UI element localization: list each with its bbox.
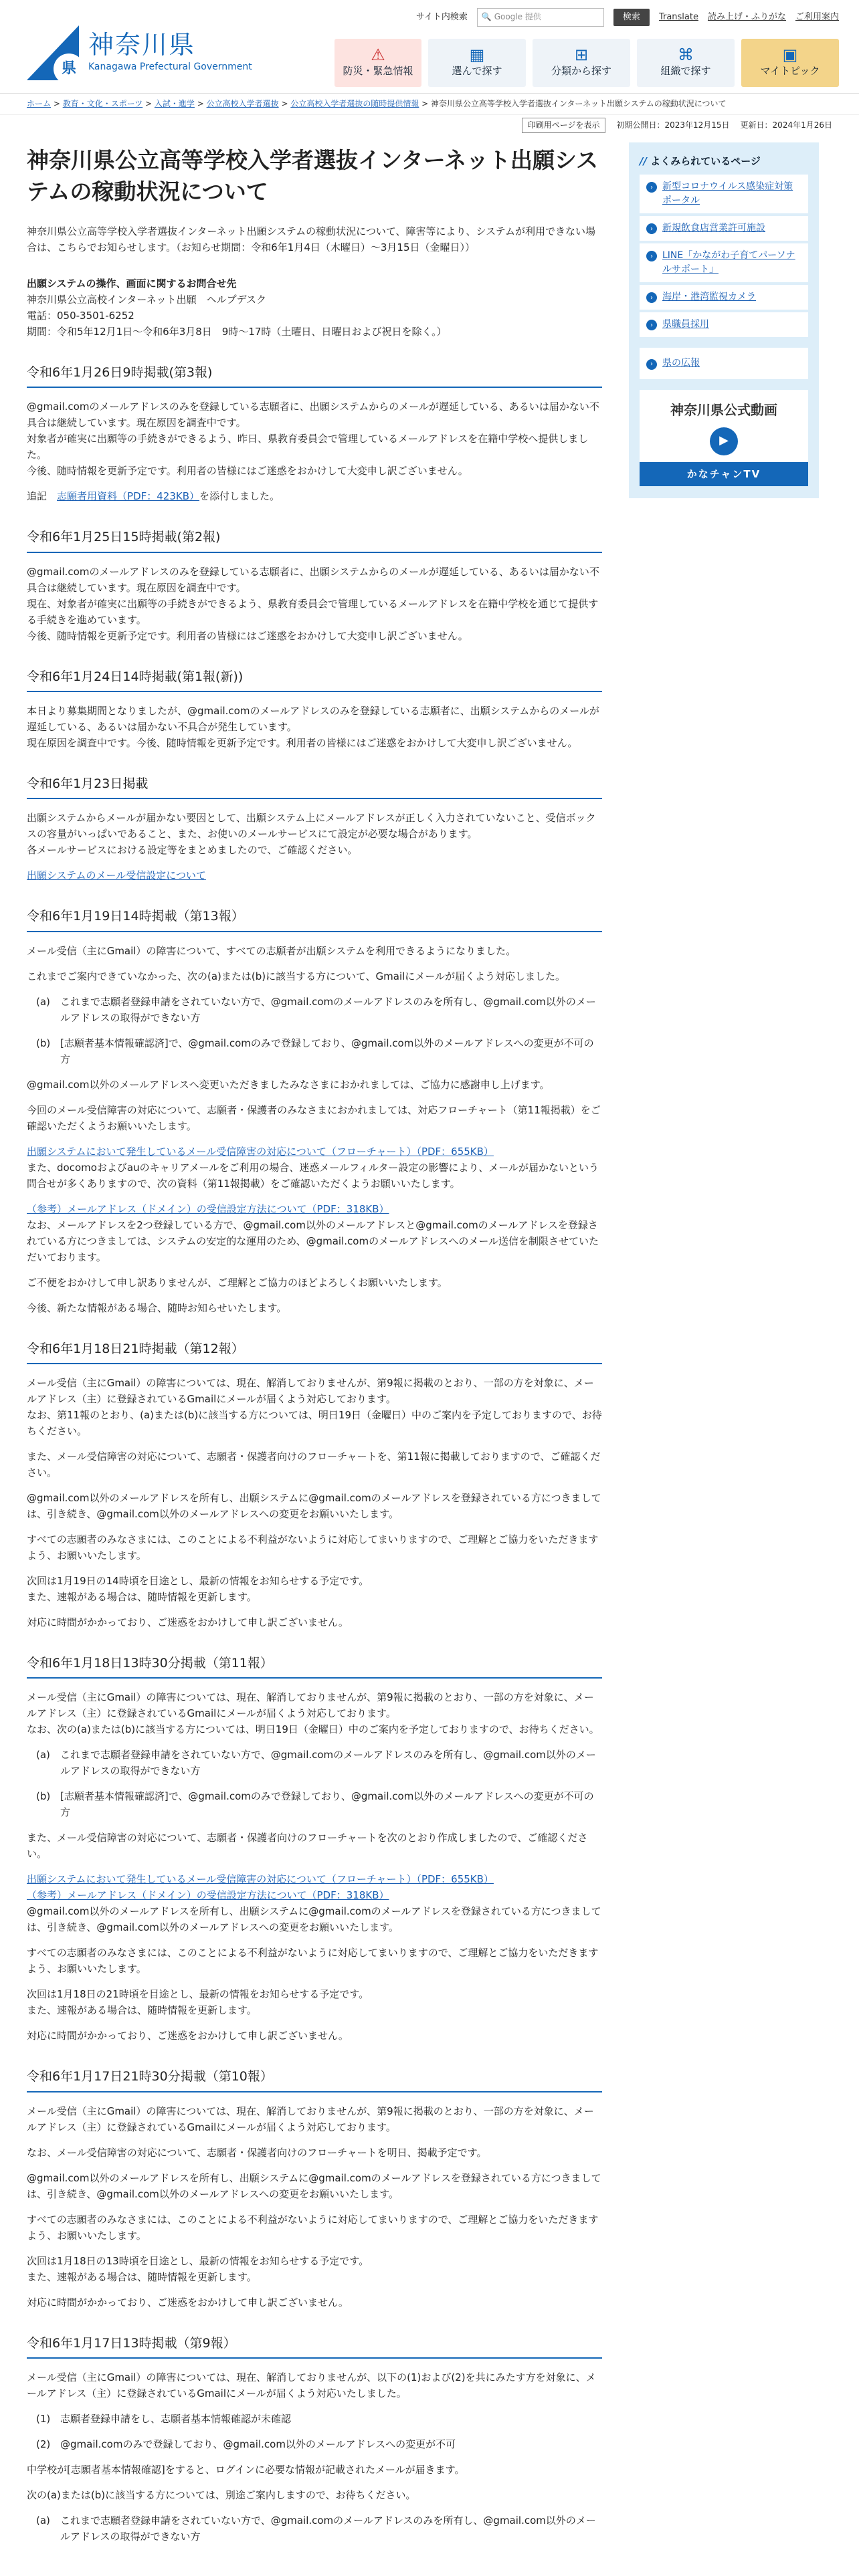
site-logo[interactable] [27, 25, 252, 80]
nav-label: 分類から探す [551, 65, 611, 77]
print-button[interactable]: 印刷用ページを表示 [522, 118, 606, 133]
section-paragraph: すべての志願者のみなさまには、このことによる不利益がないように対応してまいりますので、ご理解とご協力をいただきますよう、お願いいたします。 [27, 1947, 599, 1975]
section-paragraph: また、メール受信障害の対応について、志願者・保護者向けのフローチャートを次のとおり作成しましたので、ご確認ください。 [27, 1832, 588, 1860]
arrow-icon: › [646, 292, 657, 303]
pdf-link[interactable]: 志願者用資料（PDF：423KB） [57, 490, 200, 503]
breadcrumb-admission[interactable]: 入試・進学 [154, 99, 195, 108]
page-title: 神奈川県公立高等学校入学者選抜インターネット出願システムの稼動状況について [27, 147, 599, 205]
published-date: 初期公開日：2023年12月15日 [616, 120, 730, 130]
side-link-label: 県職員採用 [662, 319, 709, 330]
kouhou-label: 県の広報 [662, 358, 700, 369]
main-content [27, 136, 602, 2554]
usage-link[interactable]: ご利用案内 [795, 11, 839, 22]
global-nav [335, 39, 839, 87]
search-icon: 🔍 [481, 12, 494, 22]
nav-label: 選んで探す [452, 65, 502, 77]
top-utility-bar [416, 8, 839, 27]
arrow-icon: › [646, 223, 657, 234]
section-heading: 令和6年1月19日14時掲載（第13報） [27, 903, 602, 932]
section-paragraph: @gmail.comのメールアドレスのみを登録している志願者に、出願システムからのメールが遅延している、あるいは届かない不具合は継続しています。現在原因を調査中です。 対象者が確実に出願等の手続きができるよう、昨日、県教育委員会で管理しているメールアドレスを在籍中学校へ提供しました。 今後、随時情報を更新予定です。利用者の皆様にはご迷惑をおかけして大変申し訳ございません。 [27, 401, 599, 477]
item-text: これまで志願者登録申請をされていない方で、@gmail.comのメールアドレスのみを所有し、@gmail.com以外のメールアドレスの取得ができない方 [60, 1749, 596, 1778]
nav-label: マイトピック [760, 65, 820, 77]
link-row [27, 1887, 602, 1903]
section-paragraph: なお、メール受信障害の対応について、志願者・保護者向けのフローチャートを明日、掲載予定です。 [27, 2146, 487, 2159]
prefecture-seal-icon: 県 [54, 53, 84, 84]
search-placeholder: Google 提供 [494, 12, 541, 22]
section-paragraph: @gmail.com以外のメールアドレスを所有し、出願システムに@gmail.comのメールアドレスを登録されている方につきましては、引き続き、@gmail.com以外のメールアドレスへの変更をお願いいたします。 [27, 1492, 601, 1521]
kouhou-link[interactable] [640, 348, 808, 379]
contact-title: 出願システムの操作、画面に関するお問合せ先 [27, 277, 237, 290]
notice-sections [27, 360, 602, 2545]
section-paragraph: また、メール受信障害の対応について、志願者・保護者向けのフローチャートを、第11報に掲載しておりますので、ご確認ください。 [27, 1451, 601, 1479]
side-link-restaurant[interactable] [640, 216, 808, 241]
pdf-link[interactable]: 出願システムにおいて発生しているメール受信障害の対応について（フローチャート）（PDF：655KB） [27, 1873, 494, 1886]
section-paragraph: これまでご案内できていなかった、次の(a)または(b)に該当する方について、Gmailにメールが届くよう対応しました。 [27, 970, 565, 982]
breadcrumb-info[interactable]: 公立高校入学者選抜の随時提供情報 [290, 99, 419, 108]
updated-date: 更新日：2024年1月26日 [740, 120, 832, 130]
link-row [27, 1871, 602, 1887]
link-row [27, 1144, 602, 1160]
notice-section [27, 1336, 602, 1630]
section-paragraph: すべての志願者のみなさまには、このことによる不利益がないように対応してまいりますので、ご理解とご協力をいただきますよう、お願いいたします。 [27, 2213, 599, 2242]
item-key: (2) [36, 2438, 51, 2451]
section-paragraph: @gmail.comのメールアドレスのみを登録している志願者に、出願システムからのメールが遅延している、あるいは届かない不具合は継続しています。現在原因を調査中です。 現在、対象者が確実に出願等の手続きができるよう、県教育委員会で管理しているメールアドレスを在籍中学校を通じて提供する手続きを進めています。 今後、随時情報を更新予定です。利用者の皆様にはご迷惑をおかけして大変申し訳ございません。 [27, 565, 599, 642]
item-text: これまで志願者登録申請をされていない方で、@gmail.comのメールアドレスのみを所有し、@gmail.com以外のメールアドレスの取得ができない方 [60, 995, 596, 1024]
list-item [36, 2411, 602, 2427]
list-item [36, 2512, 602, 2545]
section-paragraph: すべての志願者のみなさまには、このことによる不利益がないように対応してまいりますので、ご理解とご協力をいただきますよう、お願いいたします。 [27, 1533, 599, 1562]
item-text: 志願者登録申請をし、志願者基本情報確認が未確認 [60, 2413, 292, 2426]
briefcase-icon: ▣ [782, 45, 798, 64]
arrow-icon: › [646, 182, 657, 193]
side-link-label: 新規飲食店営業許可施設 [662, 223, 765, 234]
site-search-label: サイト内検索 [415, 11, 468, 22]
sidebar [629, 142, 819, 2554]
list-item [36, 1035, 602, 1067]
nav-category[interactable] [533, 39, 630, 87]
section-paragraph: 今回のメール受信障害の対応について、志願者・保護者のみなさまにおかれましては、対応フローチャート（第11報掲載）をご確認いただくようお願いいたします。 [27, 1103, 601, 1132]
section-paragraph: メール受信（主にGmail）の障害について、すべての志願者が出願システムを利用できるようになりました。 [27, 944, 516, 957]
nav-organization[interactable] [637, 39, 735, 87]
section-paragraph: 中学校が[志願者基本情報確認]をすると、ログインに必要な情報が記載されたメールが届きます。 [27, 2464, 465, 2476]
notice-section [27, 771, 602, 883]
nav-label: 組織で探す [660, 65, 711, 77]
notice-section [27, 2064, 602, 2310]
item-text: @gmail.comのみで登録しており、@gmail.com以外のメールアドレスへの変更が不可 [60, 2438, 456, 2451]
addendum-prefix: 追記 [27, 490, 47, 503]
play-icon: ▶ [710, 427, 738, 455]
nav-choose[interactable] [428, 39, 526, 87]
breadcrumb: ホーム > 教育・文化・スポーツ > 入試・進学 > 公立高校入学者選抜 > 公立高校入学者選抜の随時提供情報 > 神奈川県公立高等学校入学者選抜インターネット出願システムの稼動状況について [0, 94, 859, 115]
section-paragraph: 本日より募集期間となりましたが、@gmail.comのメールアドレスのみを登録している志願者に、出願システムからのメールが遅延している、あるいは届かない不具合が発生しています。 現在原因を調査中です。今後、随時情報を更新予定です。利用者の皆様にはご迷惑をおかけして大変申し訳ございません。 [27, 704, 599, 749]
monitor-icon: ▦ [469, 45, 485, 64]
link-row [27, 1201, 602, 1217]
arrow-icon: › [646, 251, 657, 261]
item-text: これまで志願者登録申請をされていない方で、@gmail.comのメールアドレスのみを所有し、@gmail.com以外のメールアドレスの取得ができない方 [60, 2514, 596, 2543]
notice-section [27, 2331, 602, 2545]
list-item [36, 1788, 602, 1820]
item-text: [志願者基本情報確認済]で、@gmail.comのみで登録しており、@gmail.com以外のメールアドレスへの変更が不可の方 [60, 1790, 594, 1819]
video-banner[interactable] [640, 390, 808, 486]
section-heading: 令和6年1月18日13時30分掲載（第11報） [27, 1650, 602, 1679]
item-key: (b) [36, 1790, 51, 1803]
contact-block [27, 276, 602, 340]
section-paragraph: 次回は1月18日の13時頃を目途とし、最新の情報をお知らせする予定です。 また、速報がある場合は、随時情報を更新します。 [27, 2254, 369, 2283]
item-key: (a) [36, 2514, 50, 2527]
item-key: (a) [36, 1749, 50, 1761]
pdf-link[interactable]: 出願システムにおいて発生しているメール受信障害の対応について（フローチャート）（PDF：655KB） [27, 1145, 494, 1158]
video-title: 神奈川県公式動画 [670, 401, 777, 418]
org-chart-icon: ⌘ [678, 45, 694, 64]
item-key: (b) [36, 1037, 51, 1049]
furigana-link[interactable]: 読み上げ・ふりがな [707, 11, 786, 22]
pdf-link[interactable]: （参考）メールアドレス（ドメイン）の受信設定方法について（PDF：318KB） [27, 1202, 389, 1215]
section-paragraph: @gmail.com以外のメールアドレスを所有し、出願システムに@gmail.comのメールアドレスを登録されている方につきましては、引き続き、@gmail.com以外のメールアドレスへの変更をお願いいたします。 [27, 1905, 601, 1934]
site-header [0, 0, 859, 94]
section-paragraph: メール受信（主にGmail）の障害については、現在、解消しておりませんが、以下の(1)および(2)を共にみたす方を対象に、メールアドレス（主）に登録されているGmailにメールが届くよう対応いたしました。 [27, 2371, 596, 2400]
section-paragraph: ご不便をおかけして申し訳ありませんが、ご理解とご協力のほどよろしくお願いいたします。 [27, 1276, 448, 1289]
section-paragraph: メール受信（主にGmail）の障害については、現在、解消しておりませんが、第9報に掲載のとおり、一部の方を対象に、メールアドレス（主）に登録されているGmailにメールが届くよう対応しております。 なお、次の(a)または(b)に該当する方については、明日19日（金曜日）中のご案内を予定しておりますので、お待ちください。 [27, 1691, 599, 1736]
item-text: [志願者基本情報確認済]で、@gmail.comのみで登録しており、@gmail.com以外のメールアドレスへの変更が不可の方 [60, 1037, 594, 1065]
section-heading: 令和6年1月25日15時掲載(第2報) [27, 524, 602, 552]
section-paragraph: 対応に時間がかかっており、ご迷惑をおかけして申し訳ございません。 [27, 2296, 349, 2309]
faq-box [629, 142, 819, 498]
nav-label: 防災・緊急情報 [343, 65, 413, 77]
link-row [27, 867, 602, 883]
section-heading: 令和6年1月26日9時掲載(第3報) [27, 360, 602, 388]
notice-section [27, 903, 602, 1315]
contact-period: 期間：令和5年12月1日～令和6年3月8日 9時～17時（土曜日、日曜日および祝日を除く。） [27, 325, 447, 338]
section-heading: 令和6年1月17日21時30分掲載（第10報） [27, 2064, 602, 2092]
addendum-line [27, 488, 602, 504]
section-paragraph: @gmail.com以外のメールアドレスを所有し、出願システムに@gmail.comのメールアドレスを登録されている方につきましては、引き続き、@gmail.com以外のメールアドレスへの変更をお願いいたします。 [27, 2171, 601, 2200]
notice-section [27, 524, 602, 643]
section-heading: 令和6年1月24日14時掲載(第1報(新)) [27, 664, 602, 692]
video-brand: かなチャンTV [640, 462, 808, 486]
pdf-link[interactable]: （参考）メールアドレス（ドメイン）の受信設定方法について（PDF：318KB） [27, 1889, 389, 1902]
nav-mytopic[interactable] [741, 39, 839, 87]
section-paragraph: 対応に時間がかかっており、ご迷惑をおかけして申し訳ございません。 [27, 2030, 349, 2042]
contact-phone: 電話：050-3501-6252 [27, 309, 134, 322]
org-name: 神奈川県 [88, 29, 196, 60]
side-link-recruit[interactable] [640, 312, 808, 337]
section-paragraph: また、docomoおよびauのキャリアメールをご利用の場合、迷惑メールフィルター設定の影響により、メールが届かないという問合せが多くありますので、次の資料（第11報掲載）をご確認いただくようお願いいたします。 [27, 1161, 599, 1190]
section-paragraph: @gmail.com以外のメールアドレスへ変更いただきましたみなさまにおかれましては、ご協力に感謝申し上げます。 [27, 1078, 550, 1091]
arrow-icon: › [646, 359, 657, 370]
side-link-camera[interactable] [640, 285, 808, 310]
section-heading: 令和6年1月23日掲載 [27, 771, 602, 799]
section-heading: 令和6年1月17日13時掲載（第9報） [27, 2331, 602, 2359]
side-link-label: 海岸・港湾監視カメラ [662, 292, 756, 303]
side-link-corona[interactable] [640, 175, 808, 213]
arrow-icon: › [646, 320, 657, 330]
section-paragraph: 次の(a)または(b)に該当する方については、別途ご案内しますので、お待ちください。 [27, 2489, 416, 2502]
section-paragraph: 対応に時間がかかっており、ご迷惑をおかけして申し訳ございません。 [27, 1616, 349, 1629]
category-icon: ⊞ [574, 45, 589, 64]
faq-title: よくみられているページ [650, 155, 761, 168]
nav-emergency[interactable] [335, 39, 421, 87]
section-paragraph: 次回は1月19日の14時頃を目途とし、最新の情報をお知らせする予定です。 また、速報がある場合は、随時情報を更新します。 [27, 1575, 369, 1604]
contact-line: 神奈川県公立高校インターネット出願 ヘルプデスク [27, 293, 267, 306]
section-paragraph: メール受信（主にGmail）の障害については、現在、解消しておりませんが、第9報に掲載のとおり、一部の方を対象に、メールアドレス（主）に登録されているGmailにメールが届くよう対応しております。 [27, 2105, 594, 2133]
side-link-line[interactable] [640, 243, 808, 282]
item-key: (a) [36, 995, 50, 1008]
notice-section [27, 664, 602, 751]
section-paragraph: メール受信（主にGmail）の障害については、現在、解消しておりませんが、第9報に掲載のとおり、一部の方を対象に、メールアドレス（主）に登録されているGmailにメールが届くよう対応しております。 なお、第11報のとおり、(a)または(b)に該当する方については、明日19日（金曜日）中のご案内を予定しておりますので、お待ちください。 [27, 1377, 602, 1438]
mail-settings-link[interactable]: 出願システムのメール受信設定について [27, 869, 206, 882]
side-link-label: 新型コロナウイルス感染症対策ポータル [662, 181, 793, 207]
translate-link[interactable]: Translate [658, 11, 698, 22]
list-item [36, 2436, 602, 2452]
search-input[interactable] [477, 8, 604, 27]
search-button[interactable]: 検索 [613, 9, 650, 27]
org-sub: Kanagawa Prefectural Government [88, 61, 252, 72]
side-link-label: LINE「かながわ子育てパーソナルサポート」 [662, 250, 795, 276]
item-key: (1) [36, 2413, 51, 2426]
list-item [36, 1747, 602, 1779]
section-paragraph: 出願システムからメールが届かない要因として、出願システム上にメールアドレスが正しく入力されていないこと、受信ボックスの容量がいっぱいであること、また、お使いのメールサービスにて設定が必要な場合があります。 各メールサービスにおける設定等をまとめましたので、ご確認ください。 [27, 812, 596, 857]
breadcrumb-home[interactable]: ホーム [27, 99, 52, 108]
list-item [36, 994, 602, 1026]
section-heading: 令和6年1月18日21時掲載（第12報） [27, 1336, 602, 1364]
intro-text: 神奈川県公立高等学校入学者選抜インターネット出願システムの稼動状況について、障害等により、システムが利用できない場合は、こちらでお知らせします。（お知らせ期間：令和6年1月4日（木曜日）～3月15日（金曜日）） [27, 225, 596, 253]
page-meta [0, 115, 859, 136]
slash-icon: // [640, 155, 647, 168]
breadcrumb-current: 神奈川県公立高等学校入学者選抜インターネット出願システムの稼動状況について [431, 99, 727, 108]
section-paragraph: 今後、新たな情報がある場合、随時お知らせいたします。 [27, 1301, 287, 1314]
warning-icon: ⚠ [371, 45, 385, 64]
section-paragraph: なお、メールアドレスを2つ登録している方で、@gmail.com以外のメールアドレスと@gmail.comのメールアドレスを登録されている方につきましては、システムの安定的な運用のため、@gmail.comのメールアドレスへのメール送信を制限させていただいております。 [27, 1218, 599, 1263]
breadcrumb-education[interactable]: 教育・文化・スポーツ [62, 99, 143, 108]
addendum-suffix: を添付しました。 [199, 490, 280, 503]
section-paragraph: 次回は1月18日の21時頃を目途とし、最新の情報をお知らせする予定です。 また、速報がある場合は、随時情報を更新します。 [27, 1988, 369, 2017]
breadcrumb-selection[interactable]: 公立高校入学者選抜 [206, 99, 279, 108]
notice-section [27, 1650, 602, 2044]
notice-section [27, 360, 602, 504]
